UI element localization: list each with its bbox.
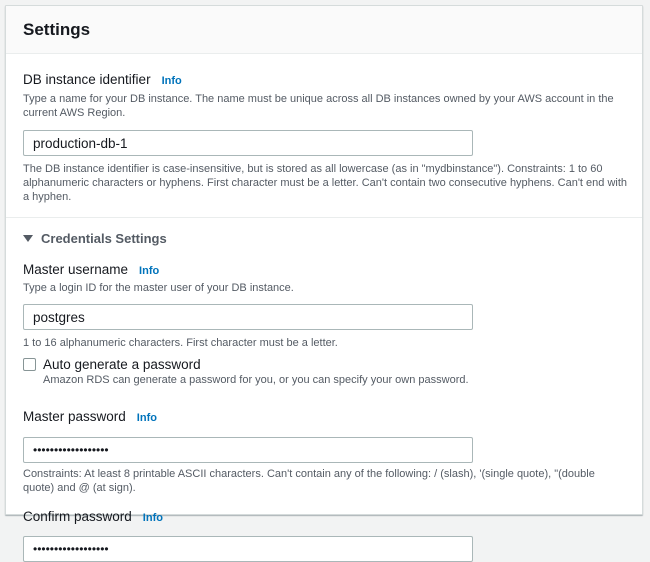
master-password-input[interactable] bbox=[23, 437, 473, 463]
master-password-group bbox=[23, 408, 625, 495]
confirm-password-label: Confirm password bbox=[23, 509, 132, 524]
confirm-password-label-row bbox=[23, 508, 625, 527]
master-username-description: Type a login ID for the master user of your DB instance. bbox=[23, 282, 294, 294]
db-identifier-constraints: The DB instance identifier is case-insensitive, but is stored as all lowercase (as in "mydbinstance"). Constraints: 1 to 60 alphanumeric characters or hyphens. First character must be a letter. Can't contain two consecutive hyphens. Can't end with a hyphen. bbox=[23, 163, 628, 203]
master-password-label-row bbox=[23, 408, 625, 427]
master-username-info-link[interactable]: Info bbox=[139, 265, 160, 277]
auto-generate-checkbox[interactable] bbox=[23, 358, 36, 371]
db-identifier-description: Type a name for your DB instance. The name must be unique across all DB instances owned by your AWS account in the current AWS Region. bbox=[23, 93, 614, 119]
caret-down-icon bbox=[23, 235, 33, 242]
master-password-constraints: Constraints: At least 8 printable ASCII characters. Can't contain any of the following: / (slash), '(single quote), "(double quote) and @ (at sign). bbox=[23, 468, 595, 494]
confirm-password-info-link[interactable]: Info bbox=[142, 512, 163, 524]
credentials-settings-title: Credentials Settings bbox=[41, 231, 167, 246]
master-password-info-link[interactable]: Info bbox=[136, 412, 157, 424]
auto-generate-label[interactable]: Auto generate a password bbox=[43, 357, 201, 372]
db-identifier-label: DB instance identifier bbox=[23, 72, 151, 87]
credentials-section bbox=[6, 218, 642, 562]
auto-generate-description: Amazon RDS can generate a password for you, or you can specify your own password. bbox=[43, 374, 469, 386]
settings-header bbox=[6, 6, 642, 54]
settings-title: Settings bbox=[23, 20, 91, 39]
db-identifier-input[interactable] bbox=[23, 130, 473, 156]
master-username-label: Master username bbox=[23, 262, 129, 277]
db-identifier-info-link[interactable]: Info bbox=[161, 75, 182, 87]
db-identifier-section bbox=[6, 54, 642, 204]
credentials-settings-toggle[interactable] bbox=[23, 231, 625, 246]
master-username-input[interactable] bbox=[23, 304, 473, 330]
db-identifier-label-row bbox=[23, 71, 625, 90]
auto-generate-row bbox=[23, 356, 625, 387]
settings-panel bbox=[5, 5, 643, 524]
master-username-group bbox=[23, 261, 625, 350]
confirm-password-input[interactable] bbox=[23, 536, 473, 562]
master-password-label: Master password bbox=[23, 409, 126, 424]
master-username-label-row bbox=[23, 261, 625, 280]
confirm-password-group bbox=[23, 508, 625, 562]
master-username-constraints: 1 to 16 alphanumeric characters. First character must be a letter. bbox=[23, 337, 338, 349]
